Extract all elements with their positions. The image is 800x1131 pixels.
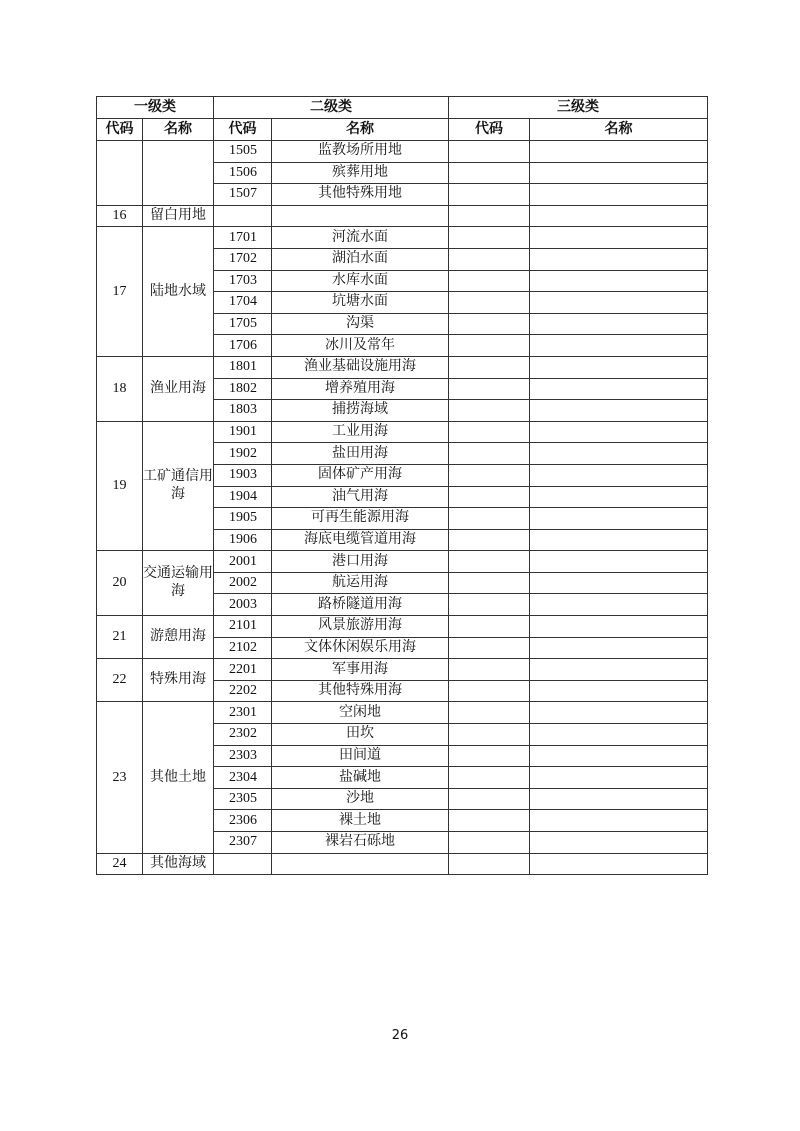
level2-name: 田间道 — [272, 745, 449, 767]
level3-code — [449, 529, 530, 551]
level2-code: 1906 — [214, 529, 272, 551]
level3-name — [530, 616, 708, 638]
level2-code: 1704 — [214, 292, 272, 314]
level2-name: 殡葬用地 — [272, 162, 449, 184]
level2-code: 2102 — [214, 637, 272, 659]
level1-name — [143, 141, 214, 206]
level2-code: 1505 — [214, 141, 272, 163]
level2-name: 裸土地 — [272, 810, 449, 832]
level2-name: 其他特殊用地 — [272, 184, 449, 206]
level2-name: 湖泊水面 — [272, 248, 449, 270]
level2-name: 风景旅游用海 — [272, 616, 449, 638]
level1-name: 游憩用海 — [143, 616, 214, 659]
level1-code: 22 — [97, 659, 143, 702]
level2-name: 田坎 — [272, 724, 449, 746]
level2-code: 1802 — [214, 378, 272, 400]
level1-name: 特殊用海 — [143, 659, 214, 702]
level3-code — [449, 443, 530, 465]
level3-code — [449, 486, 530, 508]
level3-code — [449, 313, 530, 335]
level2-name: 盐田用海 — [272, 443, 449, 465]
level3-name — [530, 508, 708, 530]
level2-name: 坑塘水面 — [272, 292, 449, 314]
header-row-levels — [97, 97, 708, 119]
table-row — [97, 659, 708, 681]
level3-code — [449, 421, 530, 443]
level2-code: 1703 — [214, 270, 272, 292]
level3-code — [449, 400, 530, 422]
level1-name: 渔业用海 — [143, 356, 214, 421]
level2-code: 1801 — [214, 356, 272, 378]
level3-code — [449, 270, 530, 292]
level2-name: 沟渠 — [272, 313, 449, 335]
level2-code: 2002 — [214, 572, 272, 594]
level2-name — [272, 853, 449, 875]
header-name-2: 名称 — [272, 119, 449, 141]
level3-code — [449, 810, 530, 832]
level1-code: 19 — [97, 421, 143, 551]
level3-code — [449, 853, 530, 875]
level3-name — [530, 205, 708, 227]
table-row — [97, 702, 708, 724]
level2-code: 2305 — [214, 788, 272, 810]
level1-name: 陆地水域 — [143, 227, 214, 357]
header-name-1: 名称 — [143, 119, 214, 141]
level2-name: 可再生能源用海 — [272, 508, 449, 530]
level1-code: 20 — [97, 551, 143, 616]
level1-code — [97, 141, 143, 206]
level1-code: 17 — [97, 227, 143, 357]
table-row — [97, 205, 708, 227]
level3-name — [530, 227, 708, 249]
header-code-2: 代码 — [214, 119, 272, 141]
level3-name — [530, 659, 708, 681]
level2-name — [272, 205, 449, 227]
level3-code — [449, 335, 530, 357]
level2-code: 1506 — [214, 162, 272, 184]
level3-code — [449, 659, 530, 681]
table-row — [97, 551, 708, 573]
level2-name: 裸岩石砾地 — [272, 832, 449, 854]
header-row-fields — [97, 119, 708, 141]
level3-name — [530, 680, 708, 702]
level2-code: 1702 — [214, 248, 272, 270]
level2-code: 1904 — [214, 486, 272, 508]
level2-name: 航运用海 — [272, 572, 449, 594]
level2-name: 盐碱地 — [272, 767, 449, 789]
level2-code: 1701 — [214, 227, 272, 249]
level3-name — [530, 637, 708, 659]
level3-name — [530, 421, 708, 443]
level3-name — [530, 162, 708, 184]
level3-code — [449, 292, 530, 314]
level2-code: 2201 — [214, 659, 272, 681]
level3-code — [449, 745, 530, 767]
table-row — [97, 356, 708, 378]
level3-code — [449, 378, 530, 400]
level2-code: 2302 — [214, 724, 272, 746]
level2-code: 2003 — [214, 594, 272, 616]
level3-code — [449, 551, 530, 573]
level3-code — [449, 356, 530, 378]
level2-code: 2306 — [214, 810, 272, 832]
level3-name — [530, 745, 708, 767]
level2-name: 文体休闲娱乐用海 — [272, 637, 449, 659]
level2-name: 冰川及常年 — [272, 335, 449, 357]
level2-code: 2202 — [214, 680, 272, 702]
level2-code: 1507 — [214, 184, 272, 206]
level3-code — [449, 205, 530, 227]
level2-code: 2303 — [214, 745, 272, 767]
level1-name: 其他海域 — [143, 853, 214, 875]
level2-name: 沙地 — [272, 788, 449, 810]
level1-code: 18 — [97, 356, 143, 421]
level3-name — [530, 378, 708, 400]
level3-name — [530, 486, 708, 508]
level2-name: 港口用海 — [272, 551, 449, 573]
level2-name: 河流水面 — [272, 227, 449, 249]
level3-name — [530, 832, 708, 854]
table-row — [97, 141, 708, 163]
level3-name — [530, 141, 708, 163]
level3-name — [530, 594, 708, 616]
page-number: 26 — [391, 1028, 409, 1043]
level3-code — [449, 227, 530, 249]
level3-code — [449, 702, 530, 724]
level2-code — [214, 853, 272, 875]
level2-code: 2301 — [214, 702, 272, 724]
level3-name — [530, 292, 708, 314]
table-row — [97, 421, 708, 443]
level3-code — [449, 184, 530, 206]
level2-name: 渔业基础设施用海 — [272, 356, 449, 378]
header-code-1: 代码 — [97, 119, 143, 141]
level2-code: 2304 — [214, 767, 272, 789]
table-row — [97, 616, 708, 638]
level1-code: 23 — [97, 702, 143, 853]
level3-name — [530, 400, 708, 422]
level3-name — [530, 788, 708, 810]
level1-name: 其他土地 — [143, 702, 214, 853]
level3-name — [530, 335, 708, 357]
level2-name: 工业用海 — [272, 421, 449, 443]
level3-name — [530, 853, 708, 875]
header-name-3: 名称 — [530, 119, 708, 141]
level2-code: 1706 — [214, 335, 272, 357]
level3-code — [449, 788, 530, 810]
level3-code — [449, 248, 530, 270]
level2-name: 军事用海 — [272, 659, 449, 681]
level2-name: 增养殖用海 — [272, 378, 449, 400]
level1-code: 21 — [97, 616, 143, 659]
level3-name — [530, 313, 708, 335]
level3-name — [530, 270, 708, 292]
level2-code: 1901 — [214, 421, 272, 443]
level3-name — [530, 464, 708, 486]
level2-name: 其他特殊用海 — [272, 680, 449, 702]
level3-name — [530, 724, 708, 746]
level1-code: 24 — [97, 853, 143, 875]
level3-name — [530, 702, 708, 724]
table-row — [97, 853, 708, 875]
level3-name — [530, 184, 708, 206]
level3-name — [530, 767, 708, 789]
level1-name: 工矿通信用海 — [143, 421, 214, 551]
level2-code: 1903 — [214, 464, 272, 486]
level3-name — [530, 356, 708, 378]
level3-code — [449, 680, 530, 702]
level1-code: 16 — [97, 205, 143, 227]
table-row — [97, 227, 708, 249]
level3-code — [449, 508, 530, 530]
header-level1: 一级类 — [97, 97, 214, 119]
level3-code — [449, 141, 530, 163]
level3-name — [530, 810, 708, 832]
level3-name — [530, 572, 708, 594]
level2-code: 1803 — [214, 400, 272, 422]
level3-name — [530, 529, 708, 551]
level3-code — [449, 832, 530, 854]
level3-code — [449, 162, 530, 184]
level3-code — [449, 572, 530, 594]
level3-code — [449, 616, 530, 638]
level2-name: 空闲地 — [272, 702, 449, 724]
level2-code: 2307 — [214, 832, 272, 854]
level2-code: 1902 — [214, 443, 272, 465]
level3-code — [449, 594, 530, 616]
level2-name: 监教场所用地 — [272, 141, 449, 163]
level2-code — [214, 205, 272, 227]
level3-code — [449, 637, 530, 659]
header-level3: 三级类 — [449, 97, 708, 119]
level1-name: 交通运输用海 — [143, 551, 214, 616]
level2-name: 路桥隧道用海 — [272, 594, 449, 616]
level2-name: 固体矿产用海 — [272, 464, 449, 486]
level2-code: 1905 — [214, 508, 272, 530]
header-code-3: 代码 — [449, 119, 530, 141]
level2-name: 油气用海 — [272, 486, 449, 508]
table-body — [97, 141, 708, 875]
level3-name — [530, 551, 708, 573]
level2-code: 2001 — [214, 551, 272, 573]
land-classification-table — [96, 96, 708, 875]
level2-code: 2101 — [214, 616, 272, 638]
level3-name — [530, 443, 708, 465]
level2-name: 水库水面 — [272, 270, 449, 292]
level2-name: 海底电缆管道用海 — [272, 529, 449, 551]
level2-name: 捕捞海域 — [272, 400, 449, 422]
header-level2: 二级类 — [214, 97, 449, 119]
level2-code: 1705 — [214, 313, 272, 335]
level3-name — [530, 248, 708, 270]
level1-name: 留白用地 — [143, 205, 214, 227]
level3-code — [449, 464, 530, 486]
level3-code — [449, 724, 530, 746]
level3-code — [449, 767, 530, 789]
